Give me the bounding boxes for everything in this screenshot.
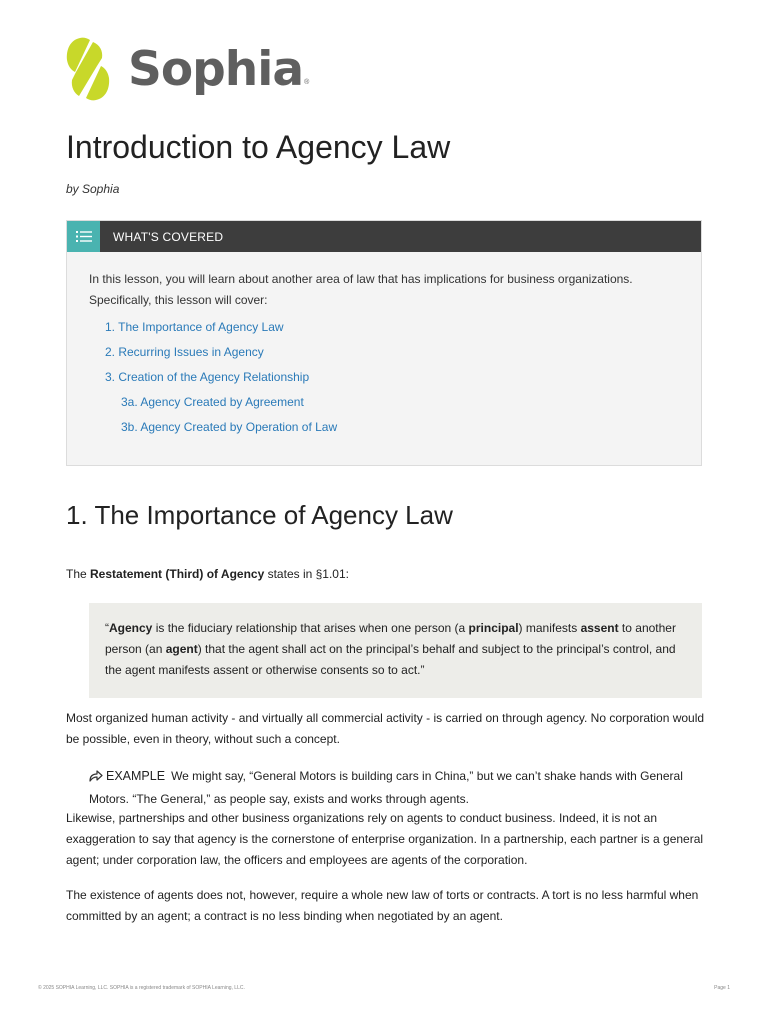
quote-text: is the fiduciary relationship that arises when one person (a bbox=[152, 621, 469, 635]
document-title: Introduction to Agency Law bbox=[66, 129, 451, 165]
paragraph-existence-of-agents: The existence of agents does not, however, require a whole new law of torts or contracts. A tort is no less harmful when committed by an agent; a contract is no less binding when negotiated by an agent. bbox=[66, 888, 699, 923]
toc-link-creation[interactable]: 3. Creation of the Agency Relationship bbox=[105, 370, 310, 384]
term-assent: assent bbox=[580, 621, 619, 635]
paragraph-organized-activity: Most organized human activity - and virtually all commercial activity - is carried on through agency. No corporation would be possible, even in theory, without such a concept. bbox=[66, 711, 705, 746]
restatement-title: Restatement (Third) of Agency bbox=[90, 567, 265, 581]
definition-quote bbox=[89, 603, 702, 698]
whats-covered-label: WHAT'S COVERED bbox=[113, 229, 224, 244]
quote-text: to another person (an bbox=[105, 621, 676, 656]
page-footer bbox=[38, 985, 730, 991]
sophia-logo bbox=[66, 36, 309, 102]
toc-list bbox=[89, 315, 679, 440]
paragraph-partnerships: Likewise, partnerships and other business organizations rely on agents to conduct business. Indeed, it is not an exaggeration to say that agency is the cornerstone of enterprise organization. In a partnership, each partner is a general agent; under corporation law, the officers and employees are agents of the corporation. bbox=[66, 811, 704, 867]
restatement-suffix: states in §1.01: bbox=[264, 567, 349, 581]
whats-covered-body bbox=[67, 252, 701, 440]
sophia-logo-icon bbox=[66, 36, 110, 102]
quote-text: ) that the agent shall act on the principal’s behalf and subject to the principal’s control, and the agent manifests assent or otherwise consents so to act.” bbox=[105, 642, 676, 677]
term-principal: principal bbox=[468, 621, 519, 635]
share-arrow-icon bbox=[89, 768, 103, 789]
byline: by Sophia bbox=[66, 182, 120, 196]
example-callout bbox=[89, 766, 706, 810]
term-agency: Agency bbox=[109, 621, 153, 635]
toc-link-importance[interactable]: 1. The Importance of Agency Law bbox=[105, 320, 284, 334]
example-text: We might say, “General Motors is building cars in China,” but we can’t shake hands with General Motors. “The General,” as people say, exists and works through agents. bbox=[89, 769, 683, 806]
covered-intro: In this lesson, you will learn about another area of law that has implications for business organizations. Specifically, this lesson will cover: bbox=[89, 272, 633, 307]
section-heading: 1. The Importance of Agency Law bbox=[66, 500, 453, 530]
footer-copyright: © 2025 SOPHIA Learning, LLC. SOPHIA is a registered trademark of SOPHIA Learning, LLC. bbox=[38, 985, 245, 991]
quote-text: ) manifests bbox=[518, 621, 581, 635]
logo-wordmark: Sophia bbox=[128, 41, 304, 97]
registered-mark: ® bbox=[304, 79, 310, 86]
example-label: EXAMPLE bbox=[106, 769, 166, 783]
toc-link-by-agreement[interactable]: 3a. Agency Created by Agreement bbox=[121, 395, 304, 409]
footer-page-number: Page 1 bbox=[714, 985, 730, 991]
quote-open: “ bbox=[105, 621, 109, 635]
whats-covered-header bbox=[67, 221, 701, 252]
restatement-prefix: The bbox=[66, 567, 91, 581]
toc-link-by-operation-of-law[interactable]: 3b. Agency Created by Operation of Law bbox=[121, 420, 338, 434]
toc-link-recurring-issues[interactable]: 2. Recurring Issues in Agency bbox=[105, 345, 264, 359]
list-icon bbox=[67, 221, 100, 252]
term-agent: agent bbox=[165, 642, 198, 656]
restatement-paragraph bbox=[66, 564, 706, 585]
whats-covered-box bbox=[66, 220, 702, 466]
